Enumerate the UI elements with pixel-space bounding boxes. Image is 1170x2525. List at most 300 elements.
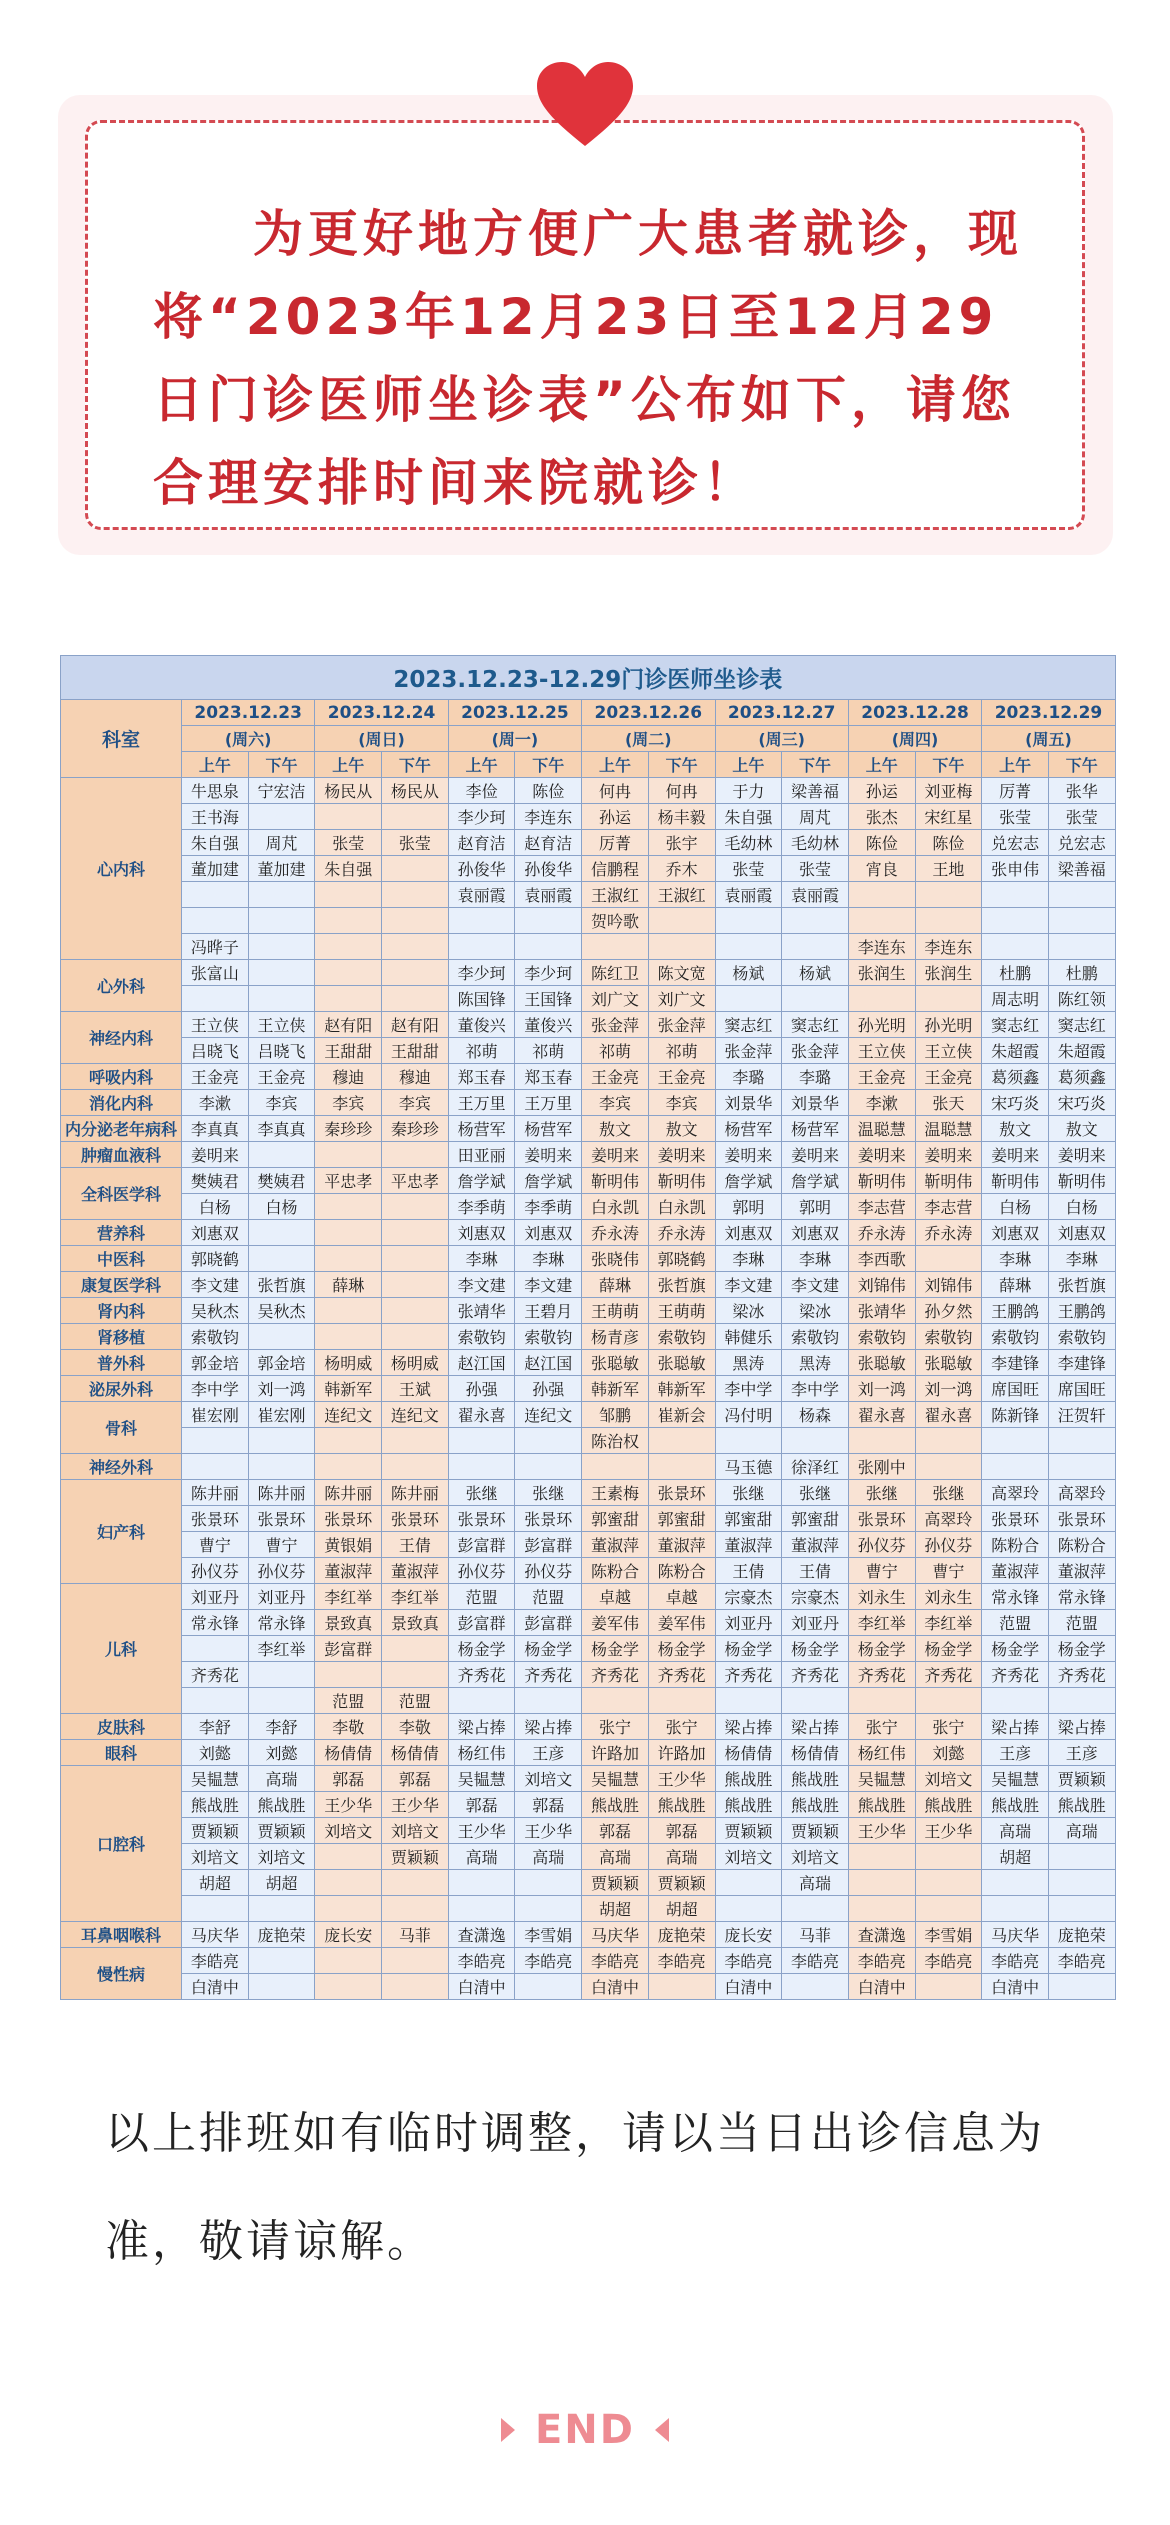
session-pm: 下午 (648, 752, 715, 778)
doctor-cell (248, 1246, 315, 1272)
doctor-cell (782, 1428, 849, 1454)
doctor-cell: 孙仪芬 (848, 1532, 915, 1558)
doctor-cell: 李红举 (848, 1610, 915, 1636)
doctor-cell: 高瑞 (782, 1870, 849, 1896)
doctor-cell: 刘永生 (915, 1584, 982, 1610)
doctor-cell (248, 1454, 315, 1480)
department-name: 心外科 (61, 960, 182, 1012)
doctor-cell: 熊战胜 (782, 1792, 849, 1818)
doctor-cell: 李皓亮 (648, 1948, 715, 1974)
doctor-cell: 刘培文 (715, 1844, 782, 1870)
doctor-cell: 吴韫慧 (982, 1766, 1049, 1792)
doctor-cell: 祁萌 (515, 1038, 582, 1064)
doctor-cell: 李文建 (448, 1272, 515, 1298)
weekday-header: (周日) (315, 726, 448, 752)
date-header: 2023.12.28 (848, 700, 981, 726)
doctor-cell (1048, 1974, 1115, 2000)
doctor-cell (248, 1896, 315, 1922)
doctor-cell: 索敬钧 (648, 1324, 715, 1350)
doctor-cell: 孙光明 (848, 1012, 915, 1038)
doctor-cell: 朱自强 (315, 856, 382, 882)
doctor-cell (648, 1688, 715, 1714)
doctor-cell: 刘惠双 (448, 1220, 515, 1246)
doctor-cell: 张金萍 (582, 1012, 649, 1038)
doctor-cell (648, 1454, 715, 1480)
doctor-cell: 李皓亮 (915, 1948, 982, 1974)
doctor-cell: 常永锋 (1048, 1584, 1115, 1610)
weekday-header: (周四) (848, 726, 981, 752)
doctor-cell: 张金萍 (715, 1038, 782, 1064)
session-am: 上午 (715, 752, 782, 778)
doctor-cell (915, 1454, 982, 1480)
doctor-cell: 张金萍 (648, 1012, 715, 1038)
doctor-cell: 李皓亮 (1048, 1948, 1115, 1974)
doctor-cell: 王国锋 (515, 986, 582, 1012)
doctor-cell: 王金亮 (915, 1064, 982, 1090)
doctor-cell (248, 1220, 315, 1246)
doctor-cell: 齐秀花 (1048, 1662, 1115, 1688)
doctor-cell (315, 934, 382, 960)
doctor-cell: 彭富群 (515, 1532, 582, 1558)
session-am: 上午 (582, 752, 649, 778)
doctor-cell: 王少华 (915, 1818, 982, 1844)
doctor-cell (382, 986, 449, 1012)
doctor-cell: 李宾 (382, 1090, 449, 1116)
doctor-cell: 邹鹏 (582, 1402, 649, 1428)
doctor-cell: 刘亚丹 (248, 1584, 315, 1610)
doctor-cell (315, 1324, 382, 1350)
doctor-cell: 姜明来 (848, 1142, 915, 1168)
doctor-cell: 孙强 (448, 1376, 515, 1402)
doctor-cell (715, 1688, 782, 1714)
doctor-cell: 郭磊 (315, 1766, 382, 1792)
doctor-cell: 李璐 (715, 1064, 782, 1090)
doctor-cell: 刘亚梅 (915, 778, 982, 804)
doctor-cell: 张靖华 (448, 1298, 515, 1324)
doctor-cell: 张莹 (315, 830, 382, 856)
doctor-cell: 靳明伟 (982, 1168, 1049, 1194)
doctor-cell: 祁萌 (582, 1038, 649, 1064)
table-row (61, 856, 1116, 882)
doctor-cell: 李红举 (915, 1610, 982, 1636)
doctor-cell: 刘培文 (382, 1818, 449, 1844)
doctor-cell (1048, 1896, 1115, 1922)
doctor-cell (982, 1896, 1049, 1922)
doctor-cell: 胡超 (182, 1870, 249, 1896)
doctor-cell: 冯付明 (715, 1402, 782, 1428)
doctor-cell: 曹宁 (915, 1558, 982, 1584)
doctor-cell: 熊战胜 (982, 1792, 1049, 1818)
doctor-cell: 孙强 (515, 1376, 582, 1402)
doctor-cell: 王万里 (515, 1090, 582, 1116)
doctor-cell: 王斌 (382, 1376, 449, 1402)
doctor-cell (182, 1896, 249, 1922)
doctor-cell: 孙仪芬 (915, 1532, 982, 1558)
doctor-cell: 齐秀花 (515, 1662, 582, 1688)
doctor-cell: 刘亚丹 (715, 1610, 782, 1636)
doctor-cell: 杜鹏 (982, 960, 1049, 986)
table-row (61, 804, 1116, 830)
date-header: 2023.12.23 (182, 700, 315, 726)
doctor-cell: 张景环 (648, 1480, 715, 1506)
doctor-cell: 索敬钧 (915, 1324, 982, 1350)
doctor-cell (648, 934, 715, 960)
doctor-cell: 梁占捧 (448, 1714, 515, 1740)
doctor-cell: 李红举 (248, 1636, 315, 1662)
doctor-cell: 张景环 (315, 1506, 382, 1532)
doctor-cell: 李琳 (982, 1246, 1049, 1272)
doctor-cell (515, 1428, 582, 1454)
doctor-cell: 胡超 (982, 1844, 1049, 1870)
doctor-cell: 翟永喜 (448, 1402, 515, 1428)
table-row (61, 1428, 1116, 1454)
doctor-cell: 彭富群 (448, 1532, 515, 1558)
doctor-cell (248, 1142, 315, 1168)
doctor-cell: 彭富群 (515, 1610, 582, 1636)
table-row (61, 1974, 1116, 2000)
doctor-cell: 张润生 (915, 960, 982, 986)
department-name: 慢性病 (61, 1948, 182, 2000)
doctor-cell: 黑涛 (782, 1350, 849, 1376)
doctor-cell: 陈粉合 (1048, 1532, 1115, 1558)
arrow-right-icon (501, 2418, 515, 2442)
doctor-cell: 张刚中 (848, 1454, 915, 1480)
doctor-cell: 敖文 (582, 1116, 649, 1142)
doctor-cell: 孙光明 (915, 1012, 982, 1038)
doctor-cell: 乔永涛 (648, 1220, 715, 1246)
doctor-cell (382, 882, 449, 908)
doctor-cell: 李宾 (315, 1090, 382, 1116)
doctor-cell (848, 1870, 915, 1896)
department-name: 泌尿外科 (61, 1376, 182, 1402)
doctor-cell: 刘一鸿 (848, 1376, 915, 1402)
doctor-cell: 张景环 (248, 1506, 315, 1532)
doctor-cell: 张聪敏 (582, 1350, 649, 1376)
doctor-cell: 李少珂 (515, 960, 582, 986)
doctor-cell: 贾颖颖 (182, 1818, 249, 1844)
doctor-cell: 梁善福 (1048, 856, 1115, 882)
doctor-cell: 王少华 (848, 1818, 915, 1844)
arrow-left-icon (655, 2418, 669, 2442)
table-row (61, 1480, 1116, 1506)
doctor-cell: 陈红卫 (582, 960, 649, 986)
doctor-cell (915, 1688, 982, 1714)
doctor-cell: 张晓伟 (582, 1246, 649, 1272)
table-row (61, 1168, 1116, 1194)
doctor-cell: 吴韫慧 (848, 1766, 915, 1792)
doctor-cell: 袁丽霞 (782, 882, 849, 908)
doctor-cell (582, 934, 649, 960)
doctor-cell: 白清中 (582, 1974, 649, 2000)
doctor-cell: 李敬 (315, 1714, 382, 1740)
doctor-cell: 王彦 (515, 1740, 582, 1766)
department-name: 心内科 (61, 778, 182, 960)
doctor-cell (448, 1454, 515, 1480)
doctor-cell: 熊战胜 (848, 1792, 915, 1818)
doctor-cell (382, 960, 449, 986)
doctor-cell: 李宾 (582, 1090, 649, 1116)
doctor-cell: 席国旺 (982, 1376, 1049, 1402)
doctor-cell: 乔永涛 (915, 1220, 982, 1246)
date-header: 2023.12.25 (448, 700, 581, 726)
department-name: 普外科 (61, 1350, 182, 1376)
doctor-cell: 胡超 (648, 1896, 715, 1922)
doctor-cell: 乔永涛 (848, 1220, 915, 1246)
doctor-cell: 马庆华 (982, 1922, 1049, 1948)
doctor-cell: 陈俭 (915, 830, 982, 856)
doctor-cell: 温聪慧 (915, 1116, 982, 1142)
doctor-cell (915, 1870, 982, 1896)
doctor-cell: 厉菁 (582, 830, 649, 856)
doctor-cell: 樊姨君 (248, 1168, 315, 1194)
doctor-cell: 席国旺 (1048, 1376, 1115, 1402)
doctor-cell: 杨明威 (382, 1350, 449, 1376)
doctor-cell: 王金亮 (648, 1064, 715, 1090)
doctor-cell: 梁占捧 (782, 1714, 849, 1740)
doctor-cell (382, 1298, 449, 1324)
doctor-cell (515, 1688, 582, 1714)
department-name: 眼科 (61, 1740, 182, 1766)
doctor-cell: 庞艳荣 (248, 1922, 315, 1948)
doctor-cell (448, 908, 515, 934)
doctor-cell (782, 908, 849, 934)
doctor-cell (382, 1870, 449, 1896)
doctor-cell: 熊战胜 (648, 1792, 715, 1818)
doctor-cell: 韩新军 (315, 1376, 382, 1402)
table-row (61, 1506, 1116, 1532)
doctor-cell: 王金亮 (182, 1064, 249, 1090)
doctor-cell (848, 908, 915, 934)
table-row (61, 1948, 1116, 1974)
doctor-cell: 刘惠双 (182, 1220, 249, 1246)
doctor-cell: 王甜甜 (315, 1038, 382, 1064)
doctor-cell (515, 1454, 582, 1480)
table-row (61, 882, 1116, 908)
end-label: END (534, 2407, 635, 2453)
doctor-cell: 张景环 (515, 1506, 582, 1532)
doctor-cell (315, 1454, 382, 1480)
table-row (61, 1844, 1116, 1870)
doctor-cell: 马玉德 (715, 1454, 782, 1480)
department-name: 康复医学科 (61, 1272, 182, 1298)
date-header: 2023.12.29 (982, 700, 1115, 726)
doctor-cell: 朱自强 (715, 804, 782, 830)
doctor-cell: 杨金学 (648, 1636, 715, 1662)
doctor-cell: 李文建 (515, 1272, 582, 1298)
dept-header: 科室 (61, 700, 182, 778)
doctor-cell (982, 908, 1049, 934)
doctor-cell: 李漱 (848, 1090, 915, 1116)
doctor-cell: 张继 (448, 1480, 515, 1506)
session-am: 上午 (448, 752, 515, 778)
doctor-cell (1048, 1688, 1115, 1714)
doctor-cell: 李敬 (382, 1714, 449, 1740)
weekday-row (61, 726, 1116, 752)
table-row (61, 1376, 1116, 1402)
doctor-cell: 常永锋 (248, 1610, 315, 1636)
table-row (61, 1116, 1116, 1142)
doctor-cell: 陈井丽 (182, 1480, 249, 1506)
doctor-cell: 姜军伟 (648, 1610, 715, 1636)
doctor-cell (248, 1974, 315, 2000)
doctor-cell: 张杰 (848, 804, 915, 830)
doctor-cell: 孙仪芬 (182, 1558, 249, 1584)
doctor-cell (448, 1870, 515, 1896)
doctor-cell: 齐秀花 (715, 1662, 782, 1688)
doctor-cell: 王鹏鸽 (1048, 1298, 1115, 1324)
doctor-cell (382, 804, 449, 830)
doctor-cell: 刘惠双 (982, 1220, 1049, 1246)
doctor-cell: 薛琳 (582, 1272, 649, 1298)
doctor-cell: 张景环 (182, 1506, 249, 1532)
doctor-cell: 刘亚丹 (182, 1584, 249, 1610)
doctor-cell: 穆迪 (382, 1064, 449, 1090)
doctor-cell: 杨明威 (315, 1350, 382, 1376)
doctor-cell: 郑玉春 (448, 1064, 515, 1090)
doctor-cell: 王萌萌 (582, 1298, 649, 1324)
department-name: 骨科 (61, 1402, 182, 1454)
doctor-cell: 崔宏刚 (248, 1402, 315, 1428)
doctor-cell: 刘一鸿 (915, 1376, 982, 1402)
doctor-cell: 胡超 (582, 1896, 649, 1922)
doctor-cell: 杨营军 (515, 1116, 582, 1142)
session-am: 上午 (182, 752, 249, 778)
department-name: 妇产科 (61, 1480, 182, 1584)
doctor-cell (182, 882, 249, 908)
doctor-cell: 王鹏鸽 (982, 1298, 1049, 1324)
table-row (61, 1454, 1116, 1480)
doctor-cell: 刘培文 (515, 1766, 582, 1792)
doctor-cell: 索敬钧 (448, 1324, 515, 1350)
doctor-cell: 刘惠双 (715, 1220, 782, 1246)
doctor-cell: 董淑萍 (1048, 1558, 1115, 1584)
doctor-cell: 窦志红 (1048, 1012, 1115, 1038)
doctor-cell: 刘广文 (582, 986, 649, 1012)
table-row (61, 1298, 1116, 1324)
doctor-cell: 杜鹏 (1048, 960, 1115, 986)
table-row (61, 1714, 1116, 1740)
doctor-cell: 兑宏志 (1048, 830, 1115, 856)
doctor-cell: 姜明来 (982, 1142, 1049, 1168)
doctor-cell: 詹学斌 (782, 1168, 849, 1194)
doctor-cell: 袁丽霞 (515, 882, 582, 908)
doctor-cell: 姜明来 (648, 1142, 715, 1168)
table-row (61, 1220, 1116, 1246)
doctor-cell: 崔宏刚 (182, 1402, 249, 1428)
doctor-cell (1048, 1844, 1115, 1870)
doctor-cell: 厉菁 (982, 778, 1049, 804)
doctor-cell: 庞长安 (715, 1922, 782, 1948)
doctor-cell: 许路加 (582, 1740, 649, 1766)
doctor-cell: 姜明来 (582, 1142, 649, 1168)
doctor-cell: 李琳 (1048, 1246, 1115, 1272)
doctor-cell: 樊姨君 (182, 1168, 249, 1194)
doctor-cell: 庞长安 (315, 1922, 382, 1948)
doctor-cell: 齐秀花 (848, 1662, 915, 1688)
doctor-cell: 贾颖颖 (1048, 1766, 1115, 1792)
doctor-cell (248, 934, 315, 960)
doctor-cell: 杨倩倩 (782, 1740, 849, 1766)
doctor-cell: 范盟 (448, 1584, 515, 1610)
doctor-cell: 詹学斌 (448, 1168, 515, 1194)
doctor-cell (915, 986, 982, 1012)
doctor-cell: 李真真 (248, 1116, 315, 1142)
doctor-cell: 宗豪杰 (782, 1584, 849, 1610)
doctor-cell: 祁萌 (648, 1038, 715, 1064)
table-row (61, 1402, 1116, 1428)
doctor-cell: 陈俭 (848, 830, 915, 856)
doctor-cell (715, 1870, 782, 1896)
doctor-cell: 刘景华 (782, 1090, 849, 1116)
doctor-cell (382, 1948, 449, 1974)
doctor-cell: 王碧月 (515, 1298, 582, 1324)
doctor-cell: 连纪文 (515, 1402, 582, 1428)
doctor-cell (382, 1220, 449, 1246)
doctor-cell: 崔新会 (648, 1402, 715, 1428)
doctor-cell (382, 908, 449, 934)
doctor-cell (848, 1844, 915, 1870)
doctor-cell: 陈文宽 (648, 960, 715, 986)
doctor-cell (315, 908, 382, 934)
doctor-cell: 熊战胜 (715, 1766, 782, 1792)
doctor-cell: 李文建 (182, 1272, 249, 1298)
adjustment-note: 以上排班如有临时调整，请以当日出诊信息为准，敬请谅解。 (105, 2108, 1045, 2267)
table-row (61, 1610, 1116, 1636)
doctor-cell: 韩健乐 (715, 1324, 782, 1350)
doctor-cell: 董淑萍 (582, 1532, 649, 1558)
doctor-cell: 薛琳 (982, 1272, 1049, 1298)
doctor-cell: 张莹 (1048, 804, 1115, 830)
doctor-cell: 白杨 (182, 1194, 249, 1220)
doctor-cell (315, 1870, 382, 1896)
doctor-cell: 刘惠双 (515, 1220, 582, 1246)
doctor-cell: 刘懿 (182, 1740, 249, 1766)
doctor-cell (248, 1688, 315, 1714)
doctor-cell: 张金萍 (782, 1038, 849, 1064)
end-mark (480, 2400, 690, 2460)
doctor-cell: 李琳 (782, 1246, 849, 1272)
doctor-cell: 李璐 (782, 1064, 849, 1090)
table-row (61, 1792, 1116, 1818)
doctor-cell (315, 882, 382, 908)
weekday-header: (周二) (582, 726, 715, 752)
doctor-cell (515, 908, 582, 934)
doctor-cell: 赵有阳 (315, 1012, 382, 1038)
table-row (61, 1532, 1116, 1558)
table-row (61, 1272, 1116, 1298)
doctor-cell (382, 1896, 449, 1922)
doctor-cell: 马菲 (782, 1922, 849, 1948)
doctor-cell: 李连东 (515, 804, 582, 830)
doctor-cell: 卓越 (582, 1584, 649, 1610)
doctor-cell (248, 960, 315, 986)
table-row (61, 986, 1116, 1012)
doctor-cell (248, 1324, 315, 1350)
doctor-cell: 张天 (915, 1090, 982, 1116)
session-pm: 下午 (915, 752, 982, 778)
doctor-cell: 吴秋杰 (248, 1298, 315, 1324)
doctor-cell: 熊战胜 (715, 1792, 782, 1818)
doctor-cell: 平忠孝 (382, 1168, 449, 1194)
doctor-cell: 郭明 (715, 1194, 782, 1220)
doctor-cell (915, 1428, 982, 1454)
doctor-cell: 葛须鑫 (982, 1064, 1049, 1090)
doctor-cell (1048, 1428, 1115, 1454)
doctor-cell: 张聪敏 (848, 1350, 915, 1376)
doctor-cell: 李西歌 (848, 1246, 915, 1272)
department-name: 肾移植 (61, 1324, 182, 1350)
doctor-cell: 牛思泉 (182, 778, 249, 804)
